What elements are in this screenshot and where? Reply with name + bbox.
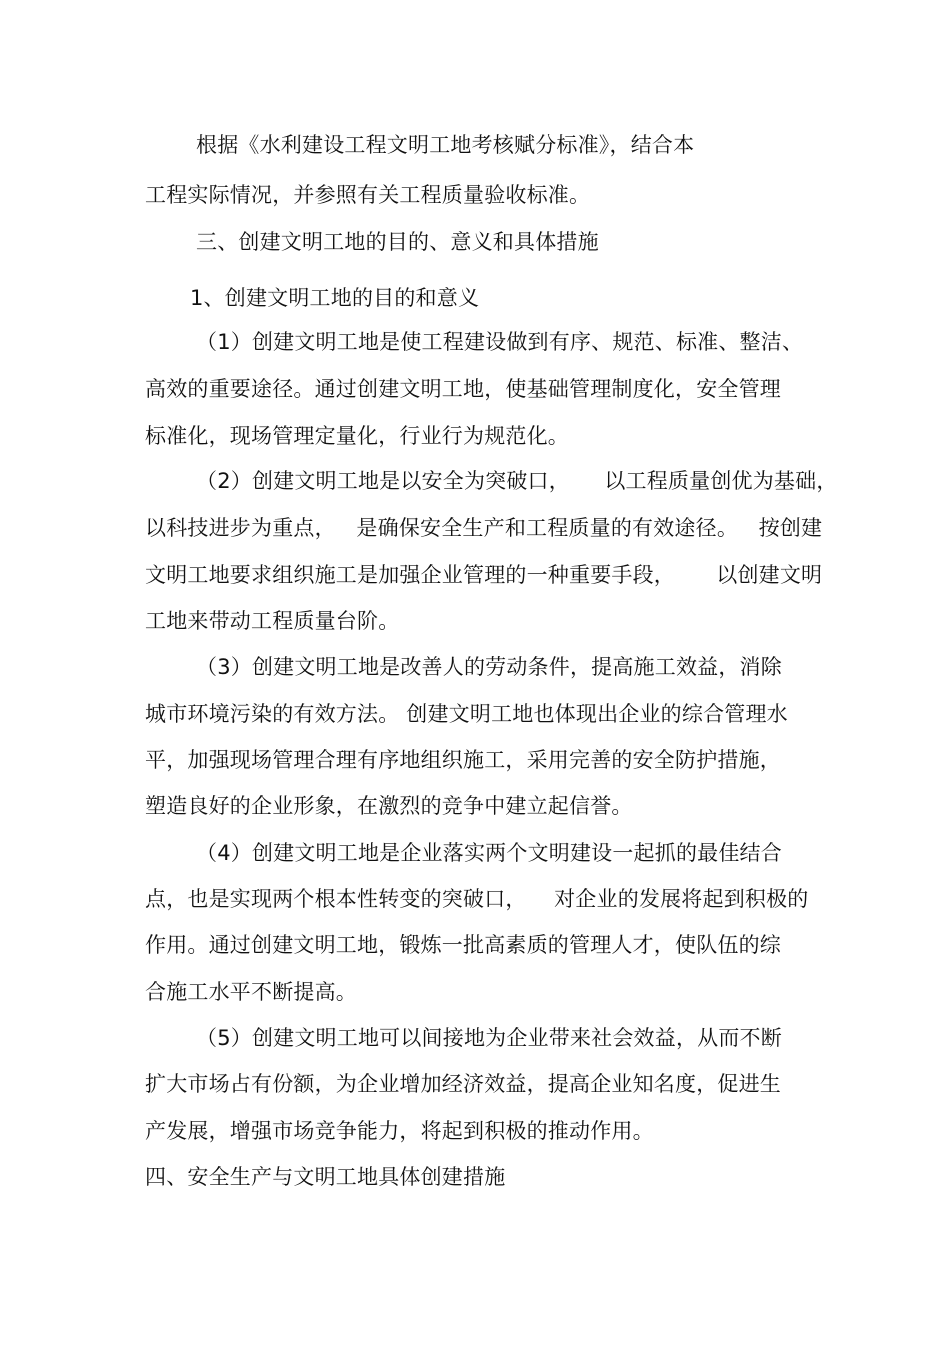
item-1-line-1: （1）创建文明工地是使工程建设做到有序、规范、标准、整洁、	[196, 330, 804, 354]
item-3-line-3: 平，加强现场管理合理有序地组织施工，采用完善的安全防护措施，	[145, 748, 781, 772]
intro-line-1: 根据《水利建设工程文明工地考核赋分标准》，结合本	[196, 133, 695, 157]
item-4-line-2: 点，也是实现两个根本性转变的突破口， 对企业的发展将起到积极的	[145, 887, 809, 911]
item-3-line-4: 塑造良好的企业形象，在激烈的竞争中建立起信誉。	[145, 794, 633, 818]
section-4-heading: 四、安全生产与文明工地具体创建措施	[145, 1165, 506, 1189]
intro-line-2: 工程实际情况，并参照有关工程质量验收标准。	[145, 183, 591, 207]
item-1-line-2: 高效的重要途径。通过创建文明工地，使基础管理制度化，安全管理	[145, 377, 781, 401]
item-4-line-1: （4）创建文明工地是企业落实两个文明建设一起抓的最佳结合	[196, 841, 782, 865]
item-5-line-1: （5）创建文明工地可以间接地为企业带来社会效益，从而不断	[196, 1026, 782, 1050]
item-2-line-2: 以科技进步为重点， 是确保安全生产和工程质量的有效途径。 按创建	[145, 516, 823, 540]
item-2-line-1: （2）创建文明工地是以安全为突破口， 以工程质量创优为基础，	[196, 469, 838, 493]
item-4-line-4: 合施工水平不断提高。	[145, 980, 357, 1004]
item-5-line-3: 产发展，增强市场竞争能力，将起到积极的推动作用。	[145, 1119, 654, 1143]
item-1-line-3: 标准化，现场管理定量化，行业行为规范化。	[145, 424, 569, 448]
section-3-heading: 三、创建文明工地的目的、意义和具体措施	[196, 230, 599, 254]
item-5-line-2: 扩大市场占有份额，为企业增加经济效益，提高企业知名度，促进生	[145, 1072, 781, 1096]
subsection-1-heading: 1、创建文明工地的目的和意义	[190, 286, 480, 310]
item-4-line-3: 作用。通过创建文明工地，锻炼一批高素质的管理人才，使队伍的综	[145, 933, 781, 957]
item-3-line-2: 城市环境污染的有效方法。 创建文明工地也体现出企业的综合管理水	[145, 702, 788, 726]
item-2-line-3: 文明工地要求组织施工是加强企业管理的一种重要手段， 以创建文明	[145, 563, 823, 587]
item-3-line-1: （3）创建文明工地是改善人的劳动条件，提高施工效益，消除	[196, 655, 782, 679]
item-2-line-4: 工地来带动工程质量台阶。	[145, 609, 400, 633]
